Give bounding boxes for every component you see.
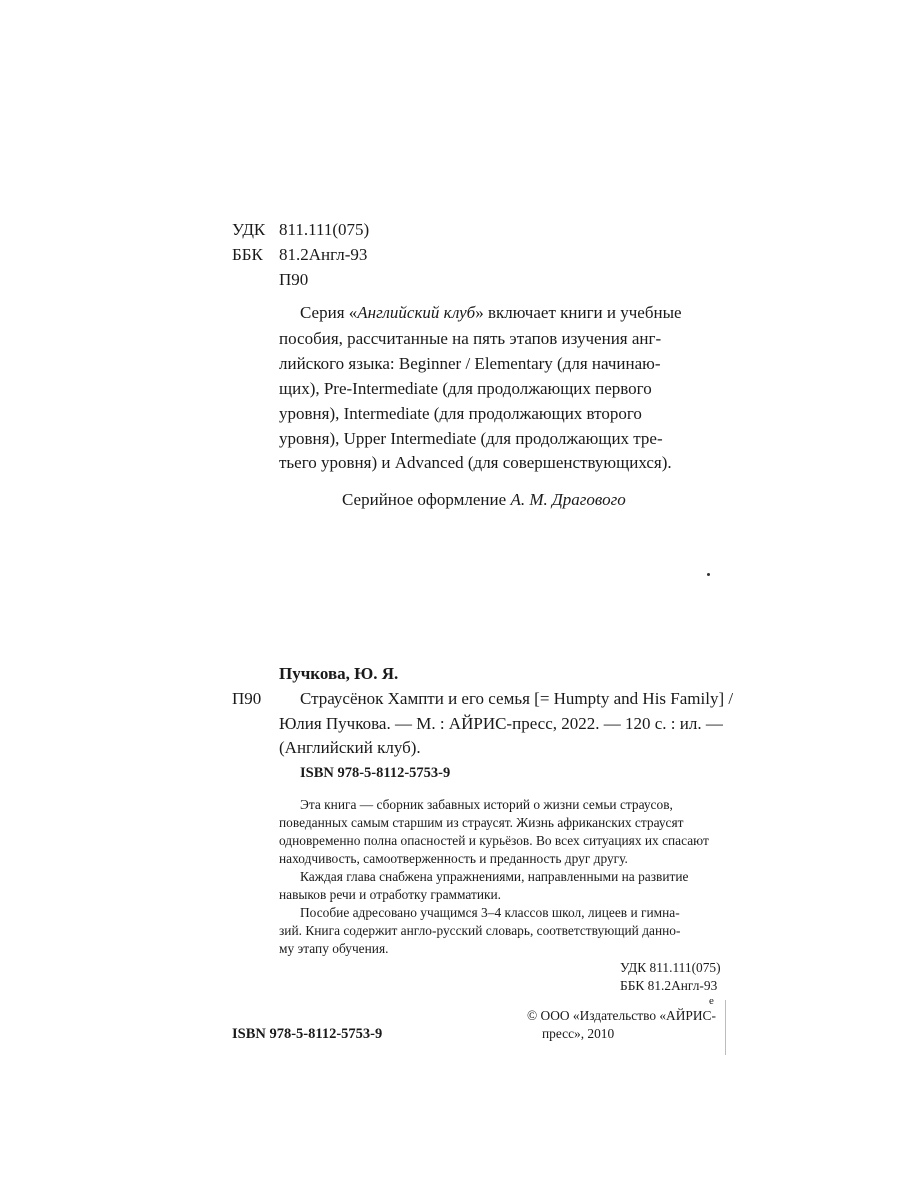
- design-label: Серийное оформление: [342, 490, 507, 509]
- copyright-line-2: пресс», 2010: [542, 1026, 615, 1041]
- footer-isbn: ISBN 978-5-8112-5753-9: [232, 1026, 383, 1042]
- annotation-udk: УДК 811.111(075): [620, 960, 721, 975]
- udk-label: УДК: [232, 220, 266, 239]
- author-mark: П90: [279, 270, 309, 289]
- catalog-mark: П90: [232, 689, 262, 708]
- design-name: А. М. Драгового: [510, 490, 626, 509]
- series-line-3: лийского языка: Beginner / Elementary (для начинаю-: [279, 354, 661, 373]
- annotation-line-8: зий. Книга содержит англо-русский словарь, соответствующий данно-: [279, 923, 681, 938]
- annotation-line-5: Каждая глава снабжена упражнениями, направленными на развитие: [300, 869, 689, 884]
- print-speck: [707, 573, 710, 576]
- annotation-line-6: навыков речи и отработку грамматики.: [279, 887, 502, 902]
- annotation-line-2: поведанных самым старшим из страусят. Жизнь африканских страусят: [279, 815, 684, 830]
- catalog-line-1: Страусёнок Хампти и его семья [= Humpty and His Family] /: [300, 689, 734, 708]
- series-line-4: щих), Pre-Intermediate (для продолжающих первого: [279, 379, 652, 398]
- annotation-line-3: одновременно полна опасностей и курьёзов. Во всех ситуациях их спасают: [279, 833, 709, 848]
- catalog-isbn: ISBN 978-5-8112-5753-9: [300, 765, 451, 781]
- series-line-7: тьего уровня) и Advanced (для совершенствующихся).: [279, 453, 672, 472]
- page-edge-line: [725, 1000, 726, 1055]
- series-line-1-post: » включает книги и учебные: [475, 303, 682, 322]
- copyright-line-1: © ООО «Издательство «АЙРИС-: [527, 1008, 716, 1023]
- series-line-2: пособия, рассчитанные на пять этапов изучения анг-: [279, 329, 662, 348]
- series-line-1: [300, 303, 682, 323]
- annotation-line-4: находчивость, самоотверженность и преданность друг другу.: [279, 851, 628, 866]
- annotation-line-9: му этапу обучения.: [279, 941, 389, 956]
- bbk-value: 81.2Англ-93: [279, 245, 368, 264]
- catalog-line-2: Юлия Пучкова. — М. : АЙРИС-пресс, 2022. — 120 с. : ил. —: [279, 714, 723, 733]
- catalog-author: Пучкова, Ю. Я.: [279, 664, 399, 683]
- series-name: Английский клуб: [357, 303, 476, 322]
- udk-value: 811.111(075): [279, 220, 370, 239]
- design-credit: [342, 490, 626, 510]
- annotation-line-1: Эта книга — сборник забавных историй о жизни семьи страусов,: [300, 797, 673, 812]
- catalog-line-3: (Английский клуб).: [279, 738, 421, 757]
- superscript-mark: е: [709, 995, 714, 1007]
- series-line-5: уровня), Intermediate (для продолжающих второго: [279, 404, 642, 423]
- bbk-label: ББК: [232, 245, 263, 264]
- series-line-6: уровня), Upper Intermediate (для продолжающих тре-: [279, 429, 663, 448]
- series-line-1-pre: Серия «: [300, 303, 358, 322]
- annotation-bbk: ББК 81.2Англ-93: [620, 978, 718, 993]
- annotation-line-7: Пособие адресовано учащимся 3–4 классов школ, лицеев и гимна-: [300, 905, 680, 920]
